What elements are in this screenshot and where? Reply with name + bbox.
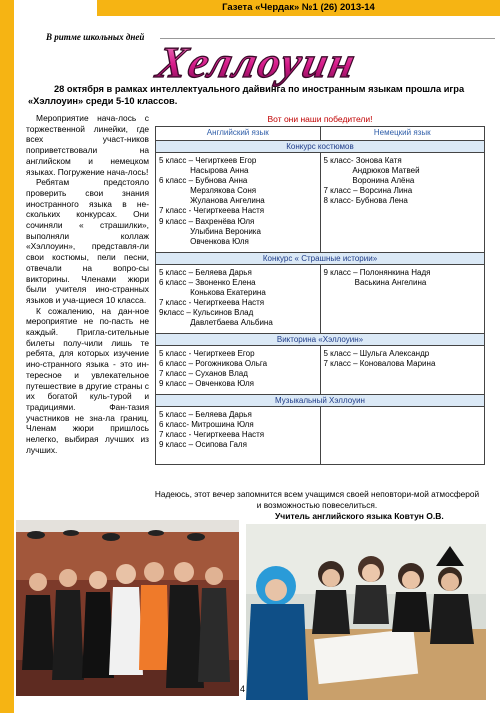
winner-entry: 5 класс – Шульга Александр bbox=[323, 349, 430, 358]
winner-entry: 7 класс - Чегирткеева Настя bbox=[159, 430, 265, 440]
english-winners-list bbox=[159, 153, 317, 250]
article-body bbox=[26, 113, 149, 456]
german-winners-list bbox=[324, 153, 482, 209]
german-winners-list bbox=[324, 346, 482, 372]
closing-text: Надеюсь, этот вечер запомнится всем учащимся своей неповтори-мой атмосферой и возможностью повеселиться. bbox=[154, 489, 480, 510]
page-number: 4 bbox=[240, 684, 246, 694]
winner-entry: 5 класс - Чегирткеев Егор bbox=[159, 349, 255, 358]
english-winners-list bbox=[159, 346, 317, 392]
winner-entry: Воронина Алёна bbox=[323, 176, 415, 186]
winner-entry: 7 класс – Суханов Влад bbox=[159, 369, 248, 379]
winner-entry: 7 класс - Чегирткеева Настя bbox=[159, 206, 265, 216]
photo-collage-workshop bbox=[246, 524, 486, 700]
winner-entry: 5 класс – Чегирткеев Егор bbox=[159, 156, 257, 165]
german-winners-list bbox=[324, 407, 482, 413]
winner-entry: Васькина Ангелина bbox=[323, 278, 427, 288]
winner-entry: Овченкова Юля bbox=[159, 236, 249, 246]
winner-entry: 9 класс – Вахренёва Юля bbox=[159, 216, 255, 226]
table-row bbox=[156, 265, 485, 334]
column-header-english: Английский язык bbox=[156, 127, 321, 141]
english-winners-list bbox=[159, 265, 317, 332]
winner-entry: 7 класс - Чегирткеева Настя bbox=[159, 298, 265, 308]
winner-entry: 7 класс – Коновалова Марина bbox=[323, 359, 436, 369]
german-winners-list bbox=[324, 265, 482, 291]
english-winners-list bbox=[159, 407, 317, 453]
winner-entry: 9 класс – Полонянкина Надя bbox=[323, 268, 431, 277]
winner-entry: 6 класс- Митрошина Юля bbox=[159, 420, 254, 430]
winner-entry: 6 класс – Звоненко Елена bbox=[159, 278, 256, 288]
article-paragraph: Ребятам предстояло проверить свои знания иностранного языка в не-скольких конкурсах. Они сочиняли « страшилки», выполняли коллаж «Хэллоуин», представля-ли свои костюмы, пели песни, отвечали на вопро-сы викторины. Членами жюри были учителя ино-странных языков и уча-щиеся 10 класса. bbox=[26, 177, 149, 305]
winner-entry: 9 класс – Овченкова Юля bbox=[159, 379, 255, 389]
winner-entry: 5 класс – Беляева Дарья bbox=[159, 268, 252, 277]
article-paragraph: К сожалению, на дан-ное мероприятие не по-пасть не каждый. Пригла-сительные билеты полу-чили лишь те ребята, для которых изучение ино-странного языка - это ин-тересное и увлекательное путешествие в другие страны с их богатой куль-турой и традициями. Фан-тазия участников не зна-ла границ. Членам жюри пришлось нелегко, выбирая лучших из лучших. bbox=[26, 305, 149, 455]
winner-entry: 5 класс – Беляева Дарья bbox=[159, 410, 252, 419]
winner-entry: 9 класс – Осипова Галя bbox=[159, 440, 247, 450]
winner-entry: Улыбина Вероника bbox=[159, 226, 261, 236]
winner-entry: 9класс – Кульсинов Влад bbox=[159, 308, 254, 318]
column-header-german: Немецкий язык bbox=[320, 127, 485, 141]
winner-entry: Конькова Екатерина bbox=[159, 288, 266, 298]
photo-costumed-students bbox=[16, 520, 239, 696]
winner-entry: Насырова Анна bbox=[159, 166, 249, 176]
winner-entry: 7 класс – Ворсина Лина bbox=[323, 186, 413, 196]
winners-table bbox=[155, 126, 485, 465]
winner-entry: 8 класс- Бубнова Лена bbox=[323, 196, 408, 206]
lead-paragraph: 28 октября в рамках интеллектуального дайвинга по иностранным языкам прошла игра «Хэллоуин» среди 5-10 классов. bbox=[28, 84, 465, 106]
winner-entry: Жуланова Ангелина bbox=[159, 196, 265, 206]
section-label: В ритме школьных дней bbox=[46, 32, 145, 42]
winner-entry: Андрюков Матвей bbox=[323, 166, 420, 176]
category-header: Конкурс « Страшные истории» bbox=[156, 253, 485, 265]
winner-entry: 6 класс – Бубнова Анна bbox=[159, 176, 248, 186]
table-row bbox=[156, 346, 485, 395]
category-header: Музыкальный Хэллоуин bbox=[156, 395, 485, 407]
winners-title: Вот они наши победители! bbox=[267, 114, 373, 124]
winner-entry: Мерзлякова Соня bbox=[159, 186, 257, 196]
category-header: Викторина «Хэллоуин» bbox=[156, 334, 485, 346]
winner-entry: 6 класс – Рогожникова Ольга bbox=[159, 359, 268, 369]
category-header: Конкурс костюмов bbox=[156, 141, 485, 153]
article-paragraph: Мероприятие нача-лось с торжественной линейки, где всех участ-ников поприветствовали на английском и немецком языках. Погружение нача-лось! bbox=[26, 113, 149, 177]
page-title bbox=[65, 34, 440, 90]
winner-entry: 5 класс- Зонова Катя bbox=[323, 156, 402, 165]
left-decorative-stripe bbox=[0, 0, 14, 713]
table-row bbox=[156, 153, 485, 253]
winner-entry: Давлетбаева Альбина bbox=[159, 318, 273, 328]
svg-text:Хеллоуин: Хеллоуин bbox=[152, 37, 362, 87]
signature: Учитель английского языка Ковтун О.В. bbox=[275, 511, 444, 521]
newspaper-header: Газета «Чердак» №1 (26) 2013-14 bbox=[97, 0, 500, 16]
table-row bbox=[156, 407, 485, 465]
